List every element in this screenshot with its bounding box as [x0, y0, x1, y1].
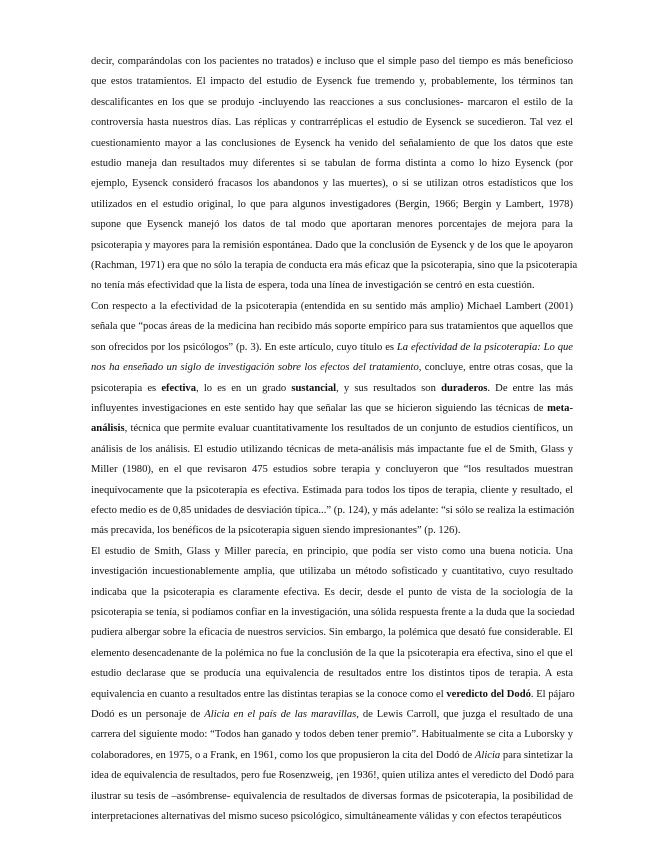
text-run: . El pájaro [530, 688, 575, 700]
text-run: que estos tratamientos. El impacto del estudio de Eysenck fue tremendo y, probablemente, los términos tan [91, 76, 573, 88]
bold-term: veredicto del Dodó [446, 688, 531, 700]
text-line [91, 562, 573, 582]
text-run: utilizados en el estudio original, lo que para algunos investigadores (Bergin, 1966; Bergin y Lambert, 1978) [91, 198, 573, 210]
text-run: , de Lewis Carroll, que juzga el resultado de una [356, 709, 573, 720]
text-line [91, 542, 573, 562]
text-run: inequívocamente que la psicoterapia es efectiva. Estimada para todos los tipos de terapia, cliente y resultado, el [91, 484, 573, 496]
text-line [91, 297, 573, 317]
bold-term: efectiva [161, 382, 197, 394]
text-line [91, 236, 573, 256]
text-run: para sintetizar la [500, 749, 573, 761]
text-run: son ofrecidos por los psicólogos” (p. 3). En este artículo, cuyo título es [91, 341, 397, 353]
text-run: ejemplo, Eysenck consideró fracasos los abandonos y las muertes), o si se utilizan otros estadísticos que los [91, 178, 573, 190]
text-run: (Rachman, 1971) era que no sólo la terapia de conducta era más eficaz que la psicoterapia, sino que la psicoterapia [91, 260, 578, 272]
text-run: decir, comparándolas con los pacientes no tratados) e incluso que el simple paso del tiempo es más beneficioso [91, 56, 573, 67]
text-line [91, 419, 573, 439]
text-line [91, 134, 573, 154]
text-run: Miller (1980), en el que revisaron 475 estudios sobre terapia y concluyeron que “los resultados muestran [91, 464, 573, 476]
text-run: psicoterapia y mayores para la remisión espontánea. Dado que la conclusión de Eysenck y de los que le apoyaron [91, 239, 573, 251]
text-line [91, 481, 573, 501]
text-run: interpretaciones alternativas del mismo suceso psicológico, simultáneamente válidas y con efectos terapéuticos [91, 811, 562, 823]
text-run: , concluye, entre otras cosas, que la [418, 362, 574, 374]
text-line [91, 256, 578, 276]
text-run: controversia hasta nuestros días. Las réplicas y contrarréplicas el estudio de Eysenck se sucedieron. Tal vez el [91, 117, 573, 129]
text-line [91, 276, 573, 296]
text-line [91, 174, 573, 194]
text-run: , técnica que permite evaluar cuantitativamente los resultados de un conjunto de estudios científicos, un [124, 423, 573, 435]
text-line [91, 93, 573, 113]
text-run: idea de equivalencia de resultados, pero fue Rosenzweig, ¡en 1936!, quien utiliza antes el veredicto del Dodó para [91, 770, 575, 782]
text-line [91, 644, 573, 664]
text-run: . De entre las más [487, 382, 573, 394]
text-run: colaboradores, en 1975, o a Frank, en 1961, como los que propusieron la cita del Dodó de [91, 749, 475, 761]
bold-term: meta- [547, 402, 573, 414]
text-line [91, 685, 573, 705]
text-line [91, 399, 573, 419]
italic-title: nos ha enseñado un siglo de investigación sobre los efectos del tratamiento [91, 362, 419, 374]
text-run: cuestionamiento mayor a las conclusiones de Eysenck ha venido del señalamiento de que los datos que este [91, 137, 573, 149]
text-line [91, 746, 573, 766]
text-run: estudio declarase que se producía una equivalencia de resultados entre los distintos tipos de terapia. A esta [91, 668, 573, 680]
bold-term: análisis [91, 423, 125, 435]
italic-title: Alicia en el país de las maravillas [204, 709, 357, 720]
text-run: estudio maneja dan resultados muy diferentes si se tabulan de forma distinta a como lo hizo Eysenck (por [91, 158, 573, 170]
body-paragraph [91, 542, 573, 828]
text-run: Dodó es un personaje de [91, 709, 205, 720]
body-paragraph [91, 297, 573, 542]
italic-title: La efectividad de la psicoterapia: Lo que [396, 341, 573, 353]
text-run: no tenía más efectividad que la lista de espera, toda una línea de investigación se centró en esta cuestión. [91, 280, 535, 292]
italic-title: Alicia [474, 749, 501, 761]
text-run: El estudio de Smith, Glass y Miller parecía, en principio, que podía ser visto como una buena noticia. Una [91, 545, 573, 557]
body-paragraph [91, 52, 578, 297]
bold-term: sustancial [291, 382, 337, 394]
text-line [91, 72, 573, 92]
text-line [91, 195, 573, 215]
text-line [91, 52, 573, 72]
text-line [91, 358, 573, 378]
text-line [91, 460, 573, 480]
text-run: Con respecto a la efectividad de la psicoterapia (entendida en su sentido más amplio) Michael Lambert (2001) [91, 300, 573, 312]
text-run: supone que Eysenck manejó los datos de tal modo que aportaran menores porcentajes de mejora para la [91, 219, 573, 231]
text-run: análisis de los análisis. El estudio utilizando técnicas de meta-análisis más impactante fue el de Smith, Glass y [91, 443, 573, 455]
text-run: ilustrar su tesis de –asómbrense- equivalencia de resultados de diversas formas de psicoterapia, la posibilidad de [91, 790, 573, 802]
text-line [91, 501, 573, 521]
text-run: psicoterapia es [91, 382, 162, 394]
text-run: equivalencia en cuanto a resultados entre las distintas terapias se la conoce como el [91, 688, 447, 700]
text-run: señala que “pocas áreas de la medicina han recibido más soporte empírico para sus tratamientos que aquellos que [91, 321, 573, 333]
text-run: más precavida, los benéficos de la psicoterapia siguen siendo impresionantes” (p. 126). [91, 525, 461, 537]
text-line [91, 521, 573, 541]
text-line [91, 725, 573, 745]
text-line [91, 766, 573, 786]
text-line [91, 664, 573, 684]
text-run: elemento desencadenante de la polémica no fue la conclusión de la que la psicoterapia era efectiva, sino el que el [91, 647, 573, 659]
text-line [91, 317, 573, 337]
text-run: indicaba que la psicoterapia es claramente efectiva. Es decir, desde el punto de vista de la sociología de la [91, 586, 573, 598]
text-run: descalificantes en los que se produjo -incluyendo las reacciones a sus conclusiones- marcaron el estilo de la [91, 96, 573, 108]
text-line [91, 705, 573, 725]
text-line [91, 603, 573, 623]
text-run: carrera del siguiente modo: “Todos han ganado y todos deben tener premio”. Habitualmente se cita a Luborsky y [91, 729, 573, 741]
text-run: , lo es en un grado [196, 382, 292, 394]
text-run: pudiera albergar sobre la eficacia de nuestros servicios. Sin embargo, la polémica que desató fue considerable. El [91, 627, 573, 639]
text-line [91, 215, 573, 235]
text-line [91, 154, 573, 174]
text-run: efecto medio es de 0,85 unidades de desviación típica...” (p. 124), y más adelante: “si sólo se realiza la estimación [91, 504, 575, 516]
text-line [91, 113, 573, 133]
text-line [91, 807, 573, 827]
text-line [91, 623, 573, 643]
text-run: , y sus resultados son [336, 382, 442, 394]
text-line [91, 338, 573, 358]
text-line [91, 440, 573, 460]
bold-term: duraderos [441, 382, 488, 394]
text-run: psicoterapia se tenía, si podíamos confiar en la investigación, una sólida respuesta frente a la duda que la sociedad [91, 606, 575, 618]
text-run: investigación incuestionablemente amplia, que utilizaba un método sofisticado y cuantitativo, cuyo resultado [91, 566, 573, 578]
text-run: influyentes investigaciones en este sentido hay que señalar las que se hicieron siguiendo las técnicas de [91, 402, 548, 414]
text-line [91, 379, 573, 399]
text-line [91, 787, 573, 807]
text-line [91, 583, 573, 603]
